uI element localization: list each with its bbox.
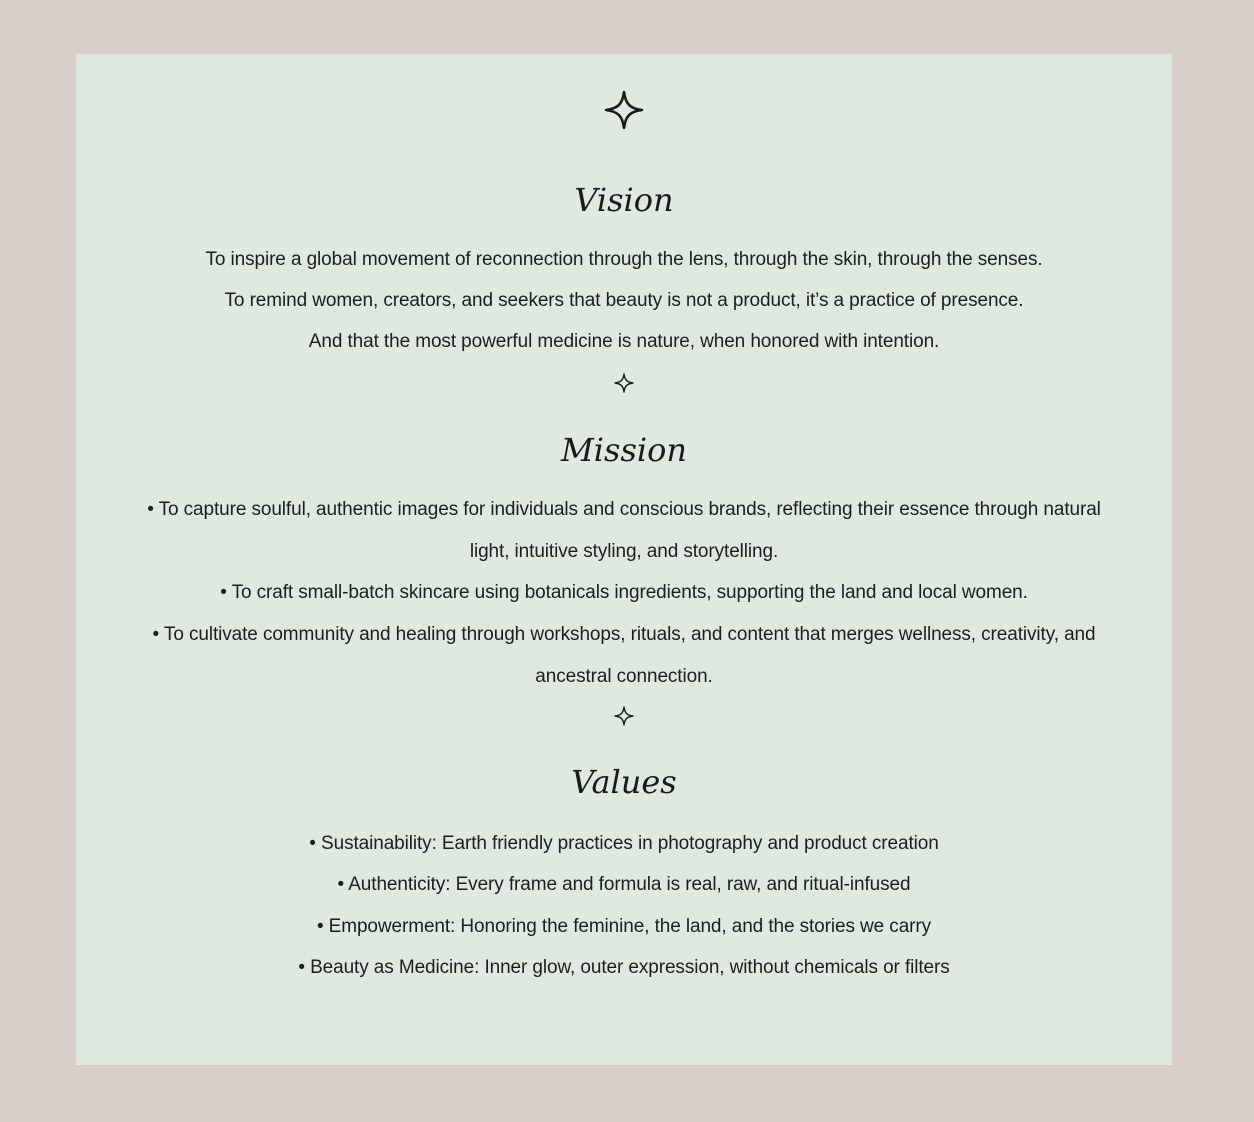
values-heading: Values xyxy=(571,763,677,801)
values-line: • Authenticity: Every frame and formula is real, raw, and ritual-infused xyxy=(337,874,911,895)
values-line: • Beauty as Medicine: Inner glow, outer expression, without chemicals or filters xyxy=(298,957,950,978)
content-card xyxy=(76,54,1172,1065)
mission-heading: Mission xyxy=(561,431,687,469)
mission-line: • To capture soulful, authentic images for individuals and conscious brands, reflecting their essence through natural xyxy=(147,499,1101,520)
values-line: • Sustainability: Earth friendly practices in photography and product creation xyxy=(309,833,939,854)
mission-line: • To cultivate community and healing through workshops, rituals, and content that merges wellness, creativity, and xyxy=(152,624,1096,645)
vision-heading: Vision xyxy=(574,181,674,219)
four-point-star-icon xyxy=(614,706,634,726)
four-point-star-icon xyxy=(604,90,644,130)
vision-line: To inspire a global movement of reconnection through the lens, through the skin, through the senses. xyxy=(205,249,1043,270)
vision-line: To remind women, creators, and seekers that beauty is not a product, it’s a practice of presence. xyxy=(224,290,1024,311)
mission-line: ancestral connection. xyxy=(535,666,713,687)
vision-line: And that the most powerful medicine is nature, when honored with intention. xyxy=(308,331,940,352)
mission-line: • To craft small-batch skincare using botanicals ingredients, supporting the land and local women. xyxy=(220,582,1028,603)
four-point-star-icon xyxy=(614,373,634,393)
values-line: • Empowerment: Honoring the feminine, the land, and the stories we carry xyxy=(316,916,932,937)
mission-line: light, intuitive styling, and storytelling. xyxy=(469,541,779,562)
